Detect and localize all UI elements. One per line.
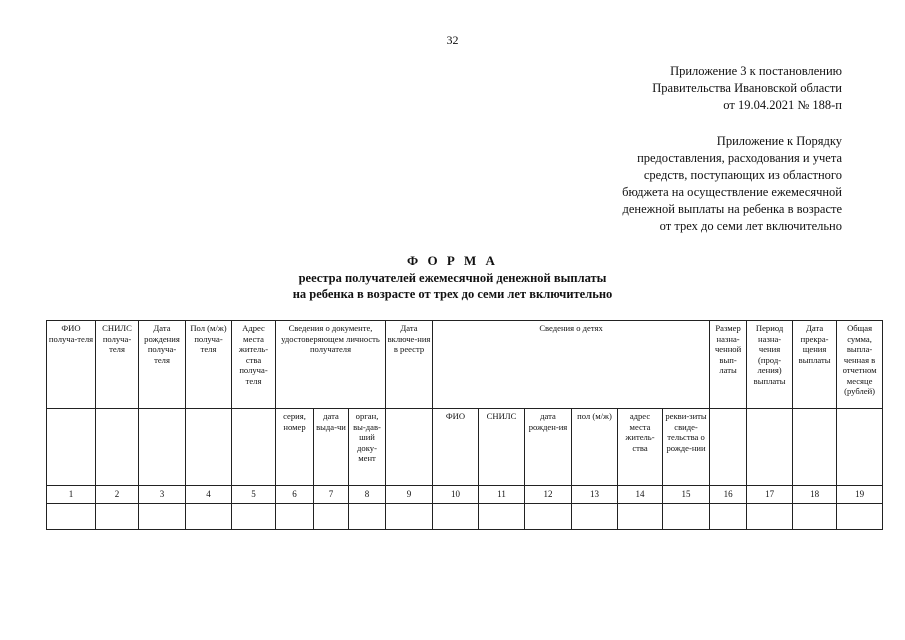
- column-number: 12: [525, 486, 572, 504]
- column-number: 1: [47, 486, 96, 504]
- empty-cell: [710, 504, 747, 530]
- col-total-paid: Общая сумма, выпла-ченная в отчетном месяце (рублей): [837, 321, 883, 409]
- col-recipient-address: Адрес места житель-ства получа-теля: [232, 321, 276, 409]
- appendix-line: Приложение к Порядку: [716, 134, 842, 148]
- column-number: 3: [139, 486, 186, 504]
- col-payment-amount: Размер назна-ченной вып-латы: [710, 321, 747, 409]
- col-recipient-name: ФИО получа-теля: [47, 321, 96, 409]
- empty-cell: [314, 504, 349, 530]
- subheader-cell: [747, 409, 793, 486]
- col-payment-end-date: Дата прекра-щения выплаты: [793, 321, 837, 409]
- empty-cell: [572, 504, 618, 530]
- subheader-cell: [96, 409, 139, 486]
- col-recipient-sex: Пол (м/ж) получа-теля: [186, 321, 232, 409]
- subheader-cell: [710, 409, 747, 486]
- column-number: 19: [837, 486, 883, 504]
- appendix-line: Правительства Ивановской области: [652, 81, 842, 95]
- empty-cell: [837, 504, 883, 530]
- appendix-line: предоставления, расходования и учета: [637, 151, 842, 165]
- subheader-cell: [837, 409, 883, 486]
- col-child-name: ФИО: [433, 409, 479, 486]
- subheader-cell: [186, 409, 232, 486]
- empty-cell: [186, 504, 232, 530]
- empty-cell: [525, 504, 572, 530]
- col-recipient-birthdate: Дата рождения получа-теля: [139, 321, 186, 409]
- column-number: 18: [793, 486, 837, 504]
- empty-cell: [47, 504, 96, 530]
- column-number: 7: [314, 486, 349, 504]
- empty-cell: [139, 504, 186, 530]
- column-number: 5: [232, 486, 276, 504]
- column-number: 14: [618, 486, 663, 504]
- column-number: 16: [710, 486, 747, 504]
- col-recipient-snils: СНИЛС получа-теля: [96, 321, 139, 409]
- column-number-row: [47, 486, 883, 504]
- registry-table: [46, 320, 883, 530]
- empty-cell: [747, 504, 793, 530]
- appendix-line: средств, поступающих из областного: [643, 168, 842, 182]
- col-child-sex: пол (м/ж): [572, 409, 618, 486]
- appendix-resolution: [652, 63, 842, 114]
- col-doc-series-number: серия, номер: [276, 409, 314, 486]
- appendix-line: Приложение 3 к постановлению: [670, 64, 842, 78]
- subheader-cell: [793, 409, 837, 486]
- col-child-address: адрес места житель-ства: [618, 409, 663, 486]
- column-number: 4: [186, 486, 232, 504]
- column-number: 6: [276, 486, 314, 504]
- col-registry-inclusion-date: Дата включе-ния в реестр: [386, 321, 433, 409]
- empty-cell: [96, 504, 139, 530]
- subheader-cell: [232, 409, 276, 486]
- col-birth-certificate: рекви-зиты свиде-тельства о рожде-нии: [663, 409, 710, 486]
- empty-cell: [479, 504, 525, 530]
- empty-cell: [276, 504, 314, 530]
- column-number: 17: [747, 486, 793, 504]
- col-doc-issue-date: дата выда-чи: [314, 409, 349, 486]
- empty-cell: [232, 504, 276, 530]
- appendix-line: от 19.04.2021 № 188-п: [723, 98, 842, 112]
- appendix-line: денежной выплаты на ребенка в возрасте: [622, 202, 842, 216]
- column-number: 15: [663, 486, 710, 504]
- form-title: Ф О Р М А: [407, 253, 498, 268]
- column-number: 8: [349, 486, 386, 504]
- col-group-children: Сведения о детях: [433, 321, 710, 409]
- form-subtitle-line: на ребенка в возрасте от трех до семи лет включительно: [292, 287, 613, 301]
- col-payment-period: Период назна-чения (прод-ления) выплаты: [747, 321, 793, 409]
- subheader-cell: [47, 409, 96, 486]
- subheader-row: [47, 409, 883, 486]
- header-row: [47, 321, 883, 409]
- column-number: 13: [572, 486, 618, 504]
- empty-cell: [386, 504, 433, 530]
- empty-cell: [349, 504, 386, 530]
- column-number: 2: [96, 486, 139, 504]
- empty-cell: [793, 504, 837, 530]
- col-child-snils: СНИЛС: [479, 409, 525, 486]
- subheader-cell: [386, 409, 433, 486]
- appendix-procedure: [622, 133, 842, 235]
- column-number: 9: [386, 486, 433, 504]
- appendix-line: бюджета на осуществление ежемесячной: [622, 185, 842, 199]
- col-group-identity-document: Сведения о документе, удостоверяющем личность получателя: [276, 321, 386, 409]
- page-number: 32: [446, 33, 459, 47]
- column-number: 10: [433, 486, 479, 504]
- empty-cell: [663, 504, 710, 530]
- col-doc-issuer: орган, вы-дав-ший доку-мент: [349, 409, 386, 486]
- col-child-birthdate: дата рожден-ия: [525, 409, 572, 486]
- column-number: 11: [479, 486, 525, 504]
- form-subtitle-line: реестра получателей ежемесячной денежной выплаты: [298, 271, 607, 285]
- empty-data-row: [47, 504, 883, 530]
- empty-cell: [433, 504, 479, 530]
- appendix-line: от трех до семи лет включительно: [659, 219, 842, 233]
- empty-cell: [618, 504, 663, 530]
- subheader-cell: [139, 409, 186, 486]
- form-subtitle: [0, 270, 905, 302]
